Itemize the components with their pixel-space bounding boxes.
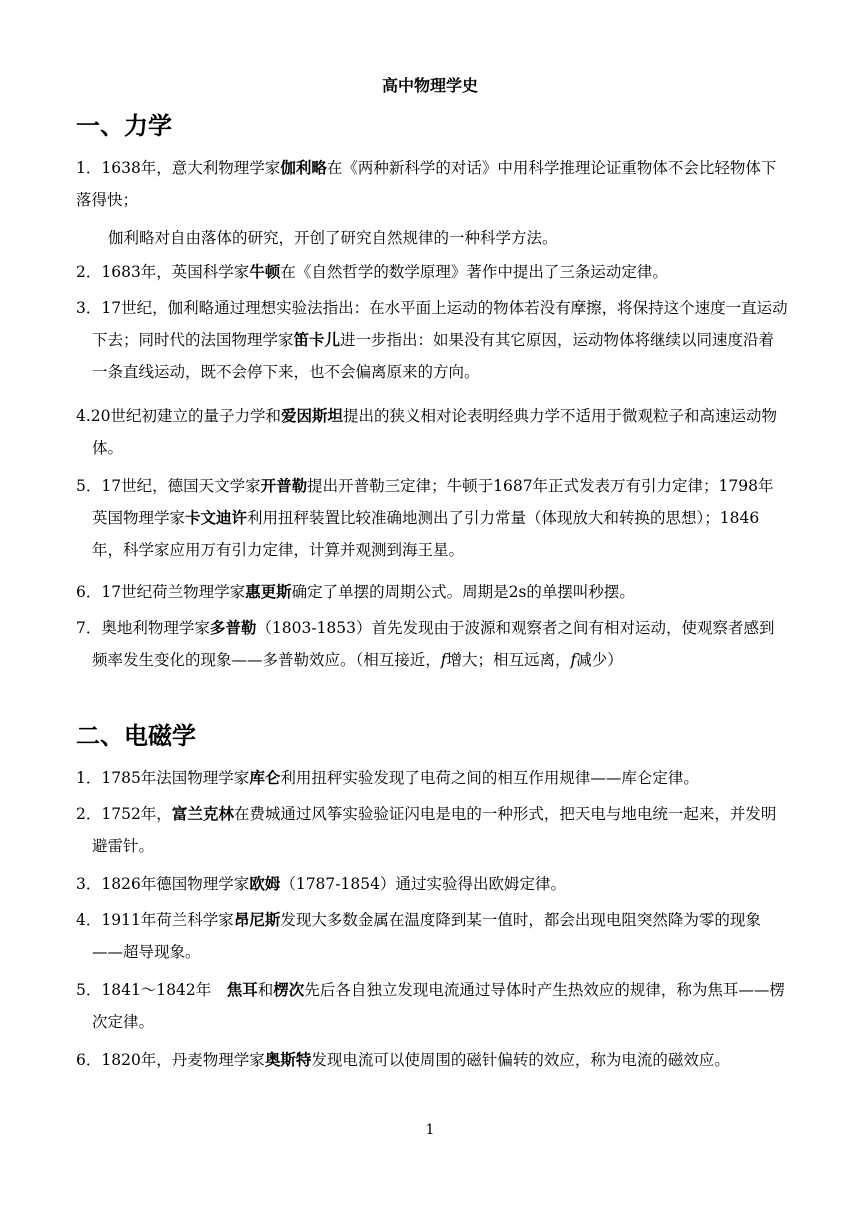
- frequency-symbol: f: [570, 651, 577, 669]
- section-heading-electromagnetism: 二、电磁学: [76, 721, 196, 750]
- list-item: 4．1911年荷兰科学家昂尼斯发现大多数金属在温度降到某一值时，都会出现电阻突然降为零的现象——超导现象。: [76, 910, 761, 961]
- scientist-name: 卡文迪许: [185, 508, 248, 527]
- scientist-name: 昂尼斯: [233, 910, 281, 929]
- scientist-name: 库仑: [249, 768, 281, 787]
- list-item: 1．1638年，意大利物理学家伽利略在《两种新科学的对话》中用科学推理论证重物体不会比轻物体下落得快；: [76, 158, 777, 209]
- list-item: 3．17世纪，伽利略通过理想实验法指出：在水平面上运动的物体若没有摩擦，将保持这个速度一直运动下去；同时代的法国物理学家笛卡儿进一步指出：如果没有其它原因，运动物体将继续以同速度沿着一条直线运动，既不会停下来，也不会偏离原来的方向。: [76, 299, 788, 381]
- scientist-name: 多普勒: [209, 618, 257, 637]
- page-number: 1: [425, 1122, 435, 1138]
- scientist-name: 牛顿: [249, 262, 281, 281]
- scientist-name: 笛卡儿: [293, 330, 341, 349]
- list-item: 7．奥地利物理学家多普勒（1803-1853）首先发现由于波源和观察者之间有相对运动，使观察者感到频率发生变化的现象——多普勒效应。（相互接近，f增大；相互远离，f减少）: [76, 618, 775, 669]
- list-item: 4.20世纪初建立的量子力学和爱因斯坦提出的狭义相对论表明经典力学不适用于微观粒子和高速运动物体。: [76, 406, 778, 457]
- scientist-name: 富兰克林: [171, 804, 234, 823]
- list-item: 2．1683年，英国科学家牛顿在《自然哲学的数学原理》著作中提出了三条运动定律。: [76, 262, 668, 281]
- scientist-name: 伽利略: [280, 158, 327, 177]
- list-item: 6．1820年，丹麦物理学家奥斯特发现电流可以使周围的磁针偏转的效应，称为电流的磁效应。: [76, 1050, 730, 1069]
- list-item: 5．17世纪，德国天文学家开普勒提出开普勒三定律；牛顿于1687年正式发表万有引力定律；1798年英国物理学家卡文迪许利用扭秤装置比较准确地测出了引力常量（体现放大和转换的思想）；1846年，科学家应用万有引力定律，计算并观测到海王星。: [76, 476, 774, 559]
- list-item-note: 伽利略对自由落体的研究，开创了研究自然规律的一种科学方法。: [108, 229, 558, 247]
- scientist-name: 奥斯特: [264, 1050, 312, 1069]
- scientist-name: 爱因斯坦: [281, 406, 344, 425]
- scientist-name: 开普勒: [260, 476, 308, 495]
- list-item: 1．1785年法国物理学家库仑利用扭秤实验发现了电荷之间的相互作用规律——库仑定律。: [76, 768, 699, 787]
- list-item: 3．1826年德国物理学家欧姆（1787-1854）通过实验得出欧姆定律。: [76, 874, 566, 893]
- list-item: 2．1752年，富兰克林在费城通过风筝实验验证闪电是电的一种形式，把天电与地电统一起来，并发明避雷针。: [76, 804, 777, 855]
- frequency-symbol: f: [440, 651, 447, 669]
- list-item: 6．17世纪荷兰物理学家惠更斯确定了单摆的周期公式。周期是2s的单摆叫秒摆。: [76, 582, 635, 601]
- list-item: 5．1841～1842年 焦耳和楞次先后各自独立发现电流通过导体时产生热效应的规律，称为焦耳——楞次定律。: [76, 980, 785, 1031]
- scientist-name: 焦耳: [226, 980, 258, 999]
- scientist-name: 欧姆: [249, 874, 281, 893]
- document-title: 高中物理学史: [381, 76, 478, 95]
- scientist-name: 惠更斯: [245, 582, 292, 601]
- scientist-name: 楞次: [273, 980, 305, 999]
- section-heading-mechanics: 一、力学: [76, 111, 172, 140]
